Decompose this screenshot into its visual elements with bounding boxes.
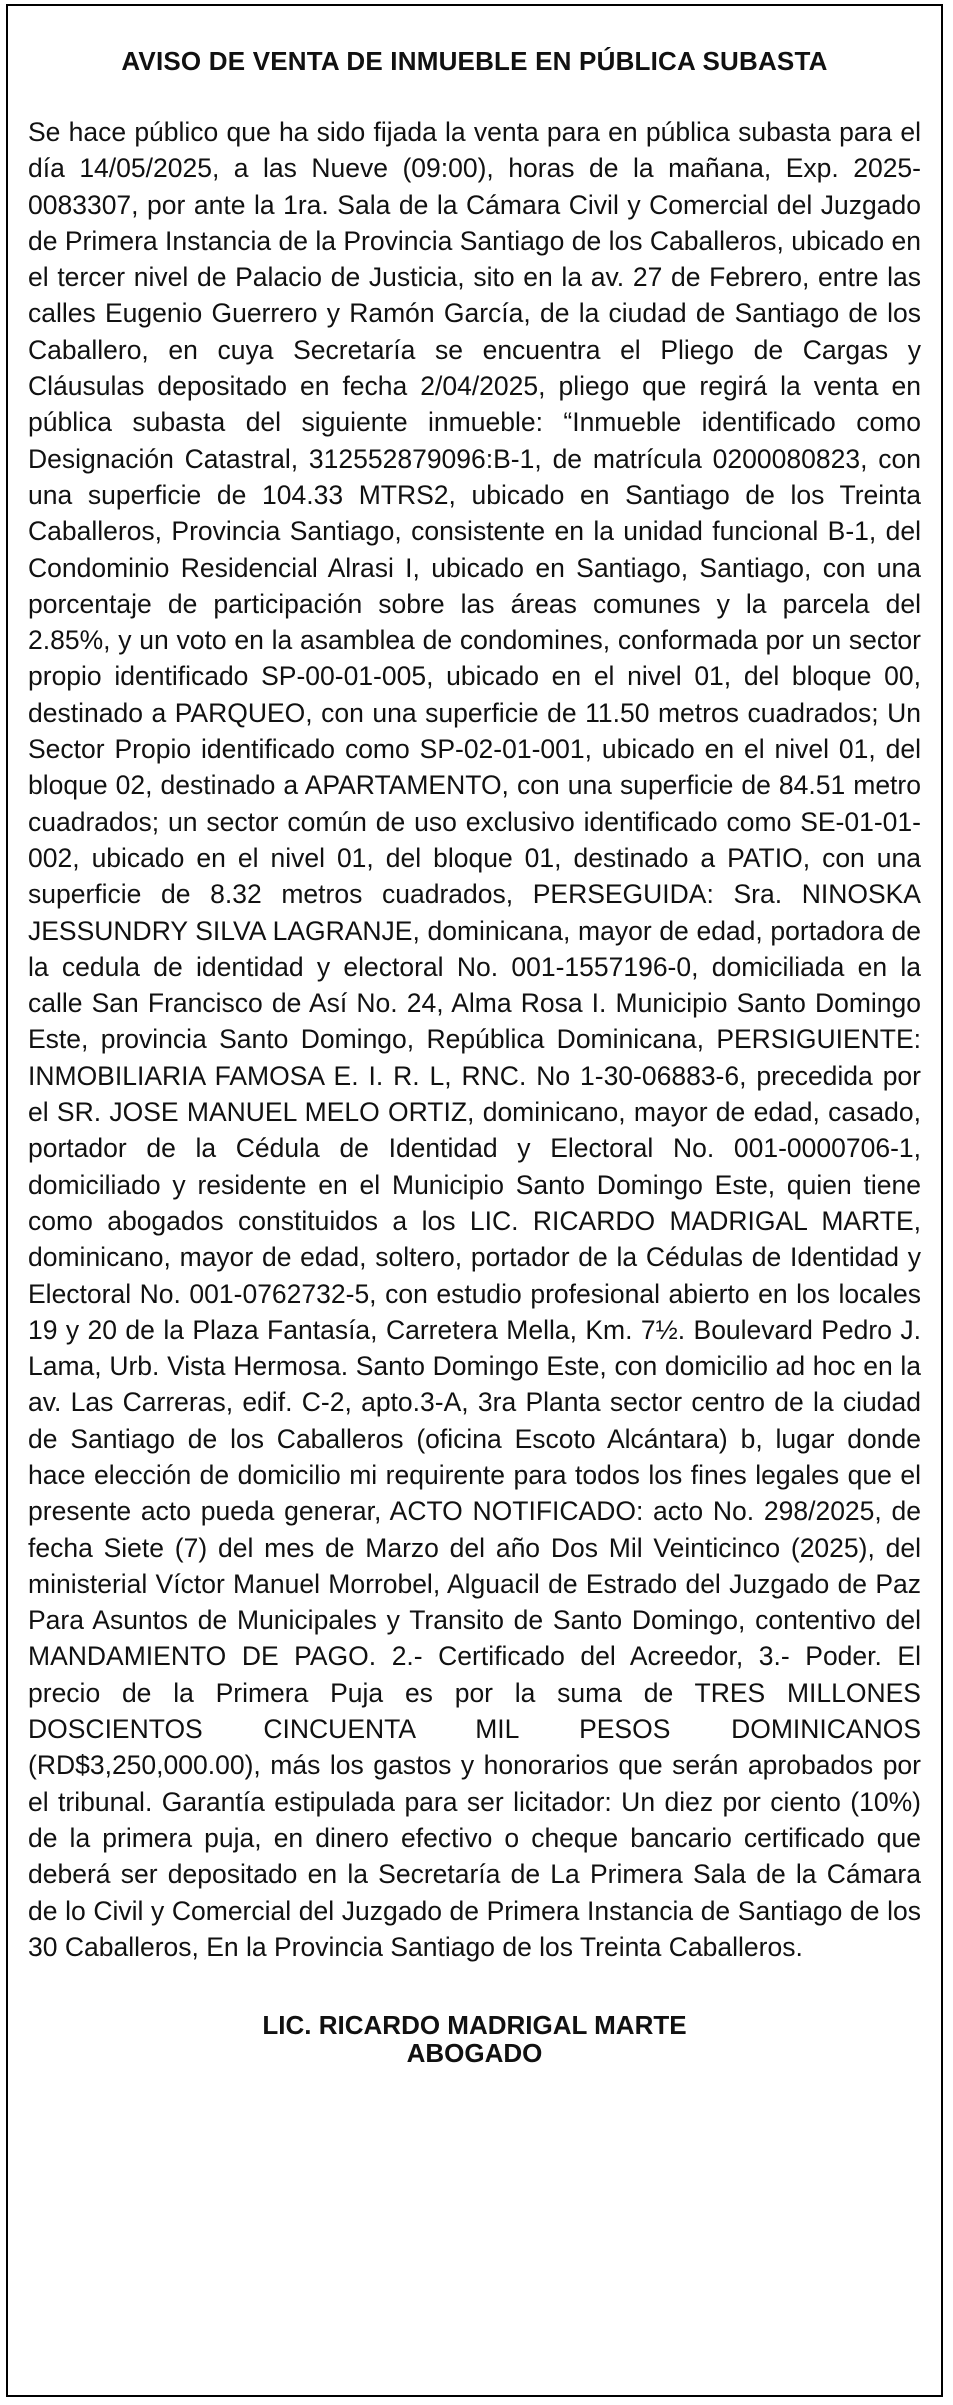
notice-title: AVISO DE VENTA DE INMUEBLE EN PÚBLICA SUBASTA [121,46,828,76]
legal-notice-box [6,4,943,2397]
signature-name: LIC. RICARDO MADRIGAL MARTE [262,2010,687,2041]
notice-body: Se hace público que ha sido fijada la venta para en pública subasta para el día 14/05/2025, a las Nueve (09:00), horas de la mañana, Exp. 2025-0083307, por ante la 1ra. Sala de la Cámara Civil y Comercial del Juzgado de Primera Instancia de la Provincia Santiago de los Caballeros, ubicado en el tercer nivel de Palacio de Justicia, sito en la av. 27 de Febrero, entre las calles Eugenio Guerrero y Ramón García, de la ciudad de Santiago de los Caballero, en cuya Secretaría se encuentra el Pliego de Cargas y Cláusulas depositado en fecha 2/04/2025, pliego que regirá la venta en pública subasta del siguiente inmueble: “Inmueble identificado como Designación Catastral, 312552879096:B-1, de matrícula 0200080823, con una superficie de 104.33 MTRS2, ubicado en Santiago de los Treinta Caballeros, Provincia Santiago, consistente en la unidad funcional B-1, del Condominio Residencial Alrasi I, ubicado en Santiago, Santiago, con una porcentaje de participación sobre las áreas comunes y la parcela del 2.85%, y un voto en la asamblea de condomines, conformada por un sector propio identificado SP-00-01-005, ubicado en el nivel 01, del bloque 00, destinado a PARQUEO, con una superficie de 11.50 metros cuadrados; Un Sector Propio identificado como SP-02-01-001, ubicado en el nivel 01, del bloque 02, destinado a APARTAMENTO, con una superficie de 84.51 metro cuadrados; un sector común de uso exclusivo identificado como SE-01-01-002, ubicado en el nivel 01, del bloque 01, destinado a PATIO, con una superficie de 8.32 metros cuadrados, PERSEGUIDA: Sra. NINOSKA JESSUNDRY SILVA LAGRANJE, dominicana, mayor de edad, portadora de la cedula de identidad y electoral No. 001-1557196-0, domiciliada en la calle San Francisco de Así No. 24, Alma Rosa I. Municipio Santo Domingo Este, provincia Santo Domingo, República Dominicana, PERSIGUIENTE: INMOBILIARIA FAMOSA E. I. R. L, RNC. No 1-30-06883-6, precedida por el SR. JOSE MANUEL MELO ORTIZ, dominicano, mayor de edad, casado, portador de la Cédula de Identidad y Electoral No. 001-0000706-1, domiciliado y residente en el Municipio Santo Domingo Este, quien tiene como abogados constituidos a los LIC. RICARDO MADRIGAL MARTE, dominicano, mayor de edad, soltero, portador de la Cédulas de Identidad y Electoral No. 001-0762732-5, con estudio profesional abierto en los locales 19 y 20 de la Plaza Fantasía, Carretera Mella, Km. 7½. Boulevard Pedro J. Lama, Urb. Vista Hermosa. Santo Domingo Este, con domicilio ad hoc en la av. Las Carreras, edif. C-2, apto.3-A, 3ra Planta sector centro de la ciudad de Santiago de los Caballeros (oficina Escoto Alcántara) b, lugar donde hace elección de domicilio mi requirente para todos los fines legales que el presente acto pueda generar, ACTO NOTIFICADO: acto No. 298/2025, de fecha Siete (7) del mes de Marzo del año Dos Mil Veinticinco (2025), del ministerial Víctor Manuel Morrobel, Alguacil de Estrado del Juzgado de Paz Para Asuntos de Municipales y Transito de Santo Domingo, contentivo del MANDAMIENTO DE PAGO. 2.- Certificado del Acreedor, 3.- Poder. El precio de la Primera Puja es por la suma de TRES MILLONES DOSCIENTOS CINCUENTA MIL PESOS DOMINICANOS (RD$3,250,000.00), más los gastos y honorarios que serán aprobados por el tribunal. Garantía estipulada para ser licitador: Un diez por ciento (10%) de la primera puja, en dinero efectivo o cheque bancario certificado que deberá ser depositado en la Secretaría de La Primera Sala de la Cámara de lo Civil y Comercial del Juzgado de Primera Instancia de Santiago de los 30 Caballeros, En la Provincia Santiago de los Treinta Caballeros. [28,117,921,1962]
signature-title: ABOGADO [406,2038,543,2069]
signature-block [8,2011,941,2067]
